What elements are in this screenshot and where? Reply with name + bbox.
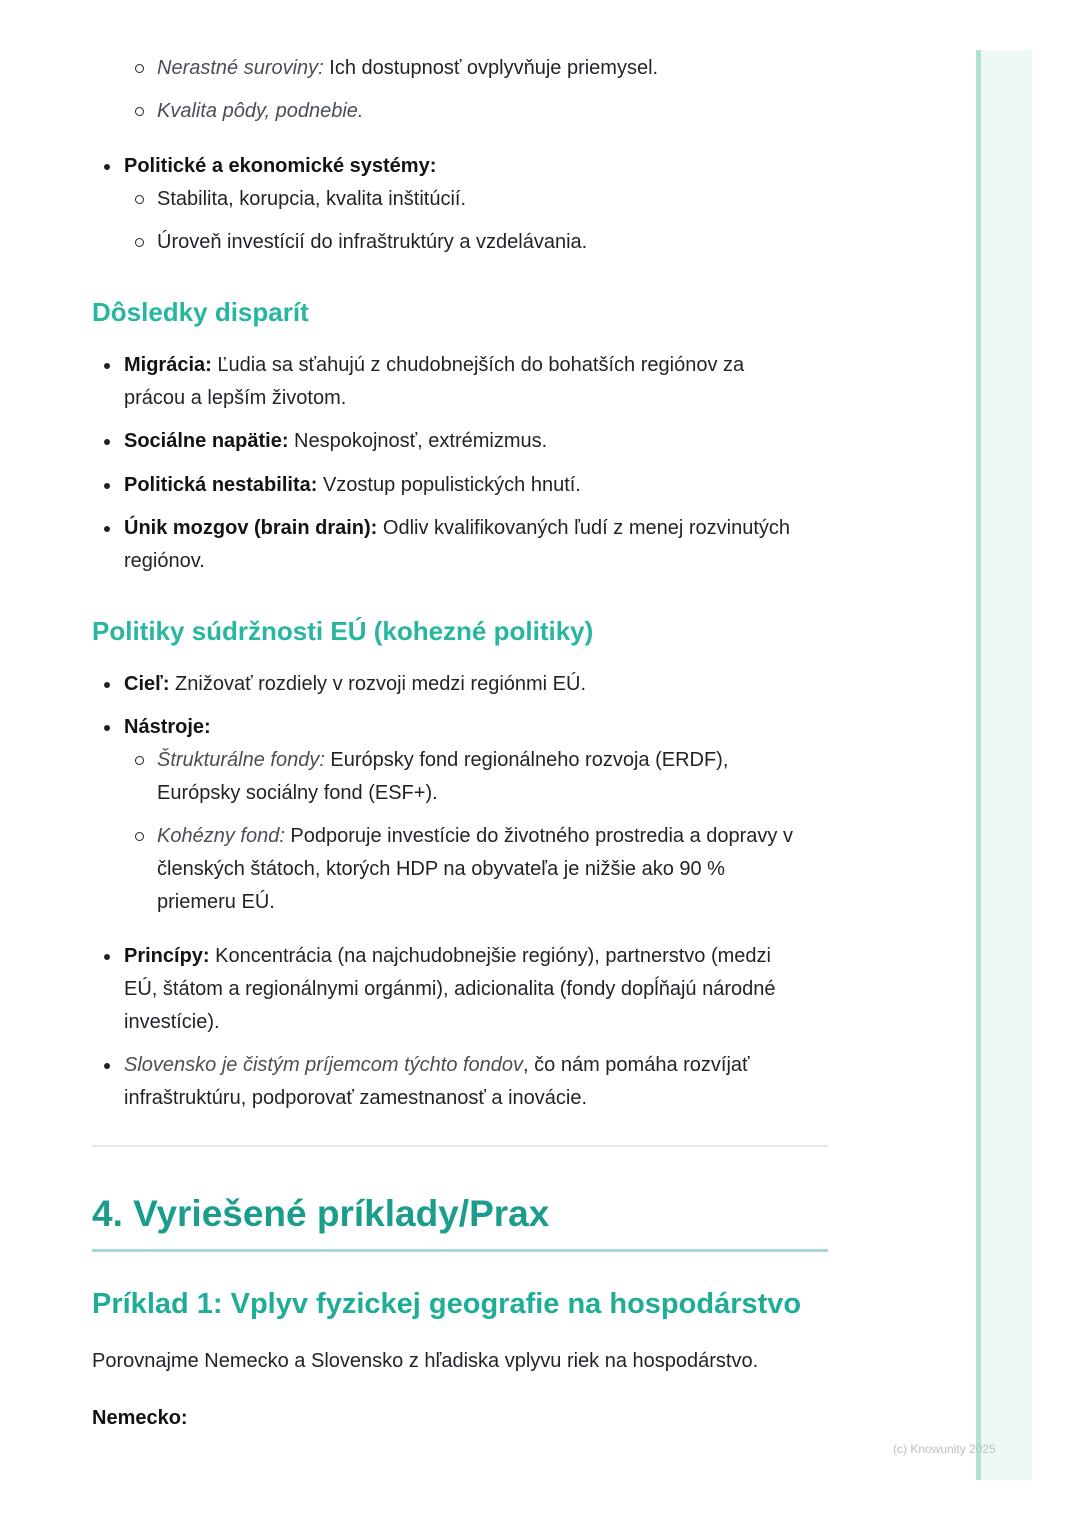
list-item-kvalita: Kvalita pôdy, podnebie. [157, 95, 363, 128]
heading-dosledky: Dôsledky disparít [92, 297, 309, 327]
subheading-nemecko: Nemecko: [92, 1407, 188, 1429]
list-item-investicie: Úroveň investícií do infraštruktúry a vzdelávania. [157, 226, 587, 259]
sidebar-stripe [976, 50, 1032, 1480]
list-item-systemy: Politické a ekonomické systémy: [124, 150, 436, 183]
heading-example-1: Príklad 1: Vplyv fyzickej geografie na hospodárstvo [92, 1288, 802, 1320]
heading-underline [92, 1249, 828, 1252]
list-item-slovensko: Slovensko je čistým príjemcom týchto fondov, čo nám pomáha rozvíjať infraštruktúru, podporovať zamestnanosť a inovácie. [124, 1049, 750, 1115]
list-item-socialne: Sociálne napätie: Nespokojnosť, extrémizmus. [124, 425, 547, 458]
list-item-nastroje: Nástroje: [124, 711, 211, 744]
list-item-nerastne: Nerastné suroviny: Ich dostupnosť ovplyvňuje priemysel. [157, 52, 658, 85]
watermark: (c) Knowunity 2025 [893, 1442, 996, 1456]
list-item-migracia: Migrácia: Ľudia sa sťahujú z chudobnejších do bohatších regiónov za prácou a lepším životom. [124, 349, 744, 415]
list-item-stabilita: Stabilita, korupcia, kvalita inštitúcií. [157, 183, 466, 216]
divider [92, 1145, 828, 1147]
list-item-strukturalne: Štrukturálne fondy: Európsky fond regionálneho rozvoja (ERDF), Európsky sociálny fond (ESF+). [157, 744, 728, 810]
list-item-kohezny: Kohézny fond: Podporuje investície do životného prostredia a dopravy v členských štátoch, ktorých HDP na obyvateľa je nižšie ako 90 % priemeru EÚ. [157, 820, 793, 919]
example-intro: Porovnajme Nemecko a Slovensko z hľadiska vplyvu riek na hospodárstvo. [92, 1350, 759, 1372]
list-item-ciel: Cieľ: Znižovať rozdiely v rozvoji medzi regiónmi EÚ. [124, 668, 586, 701]
heading-politiky: Politiky súdržnosti EÚ (kohezné politiky) [92, 616, 594, 646]
list-item-principy: Princípy: Koncentrácia (na najchudobnejšie regióny), partnerstvo (medzi EÚ, štátom a regionálnymi orgánmi), adicionalita (fondy dopĺňajú národné investície). [124, 940, 775, 1039]
list-item-unik-mozgov: Únik mozgov (brain drain): Odliv kvalifikovaných ľudí z menej rozvinutých regiónov. [124, 512, 790, 578]
list-item-politicka: Politická nestabilita: Vzostup populistických hnutí. [124, 469, 581, 502]
heading-section-4: 4. Vyriešené príklady/Prax [92, 1193, 550, 1234]
